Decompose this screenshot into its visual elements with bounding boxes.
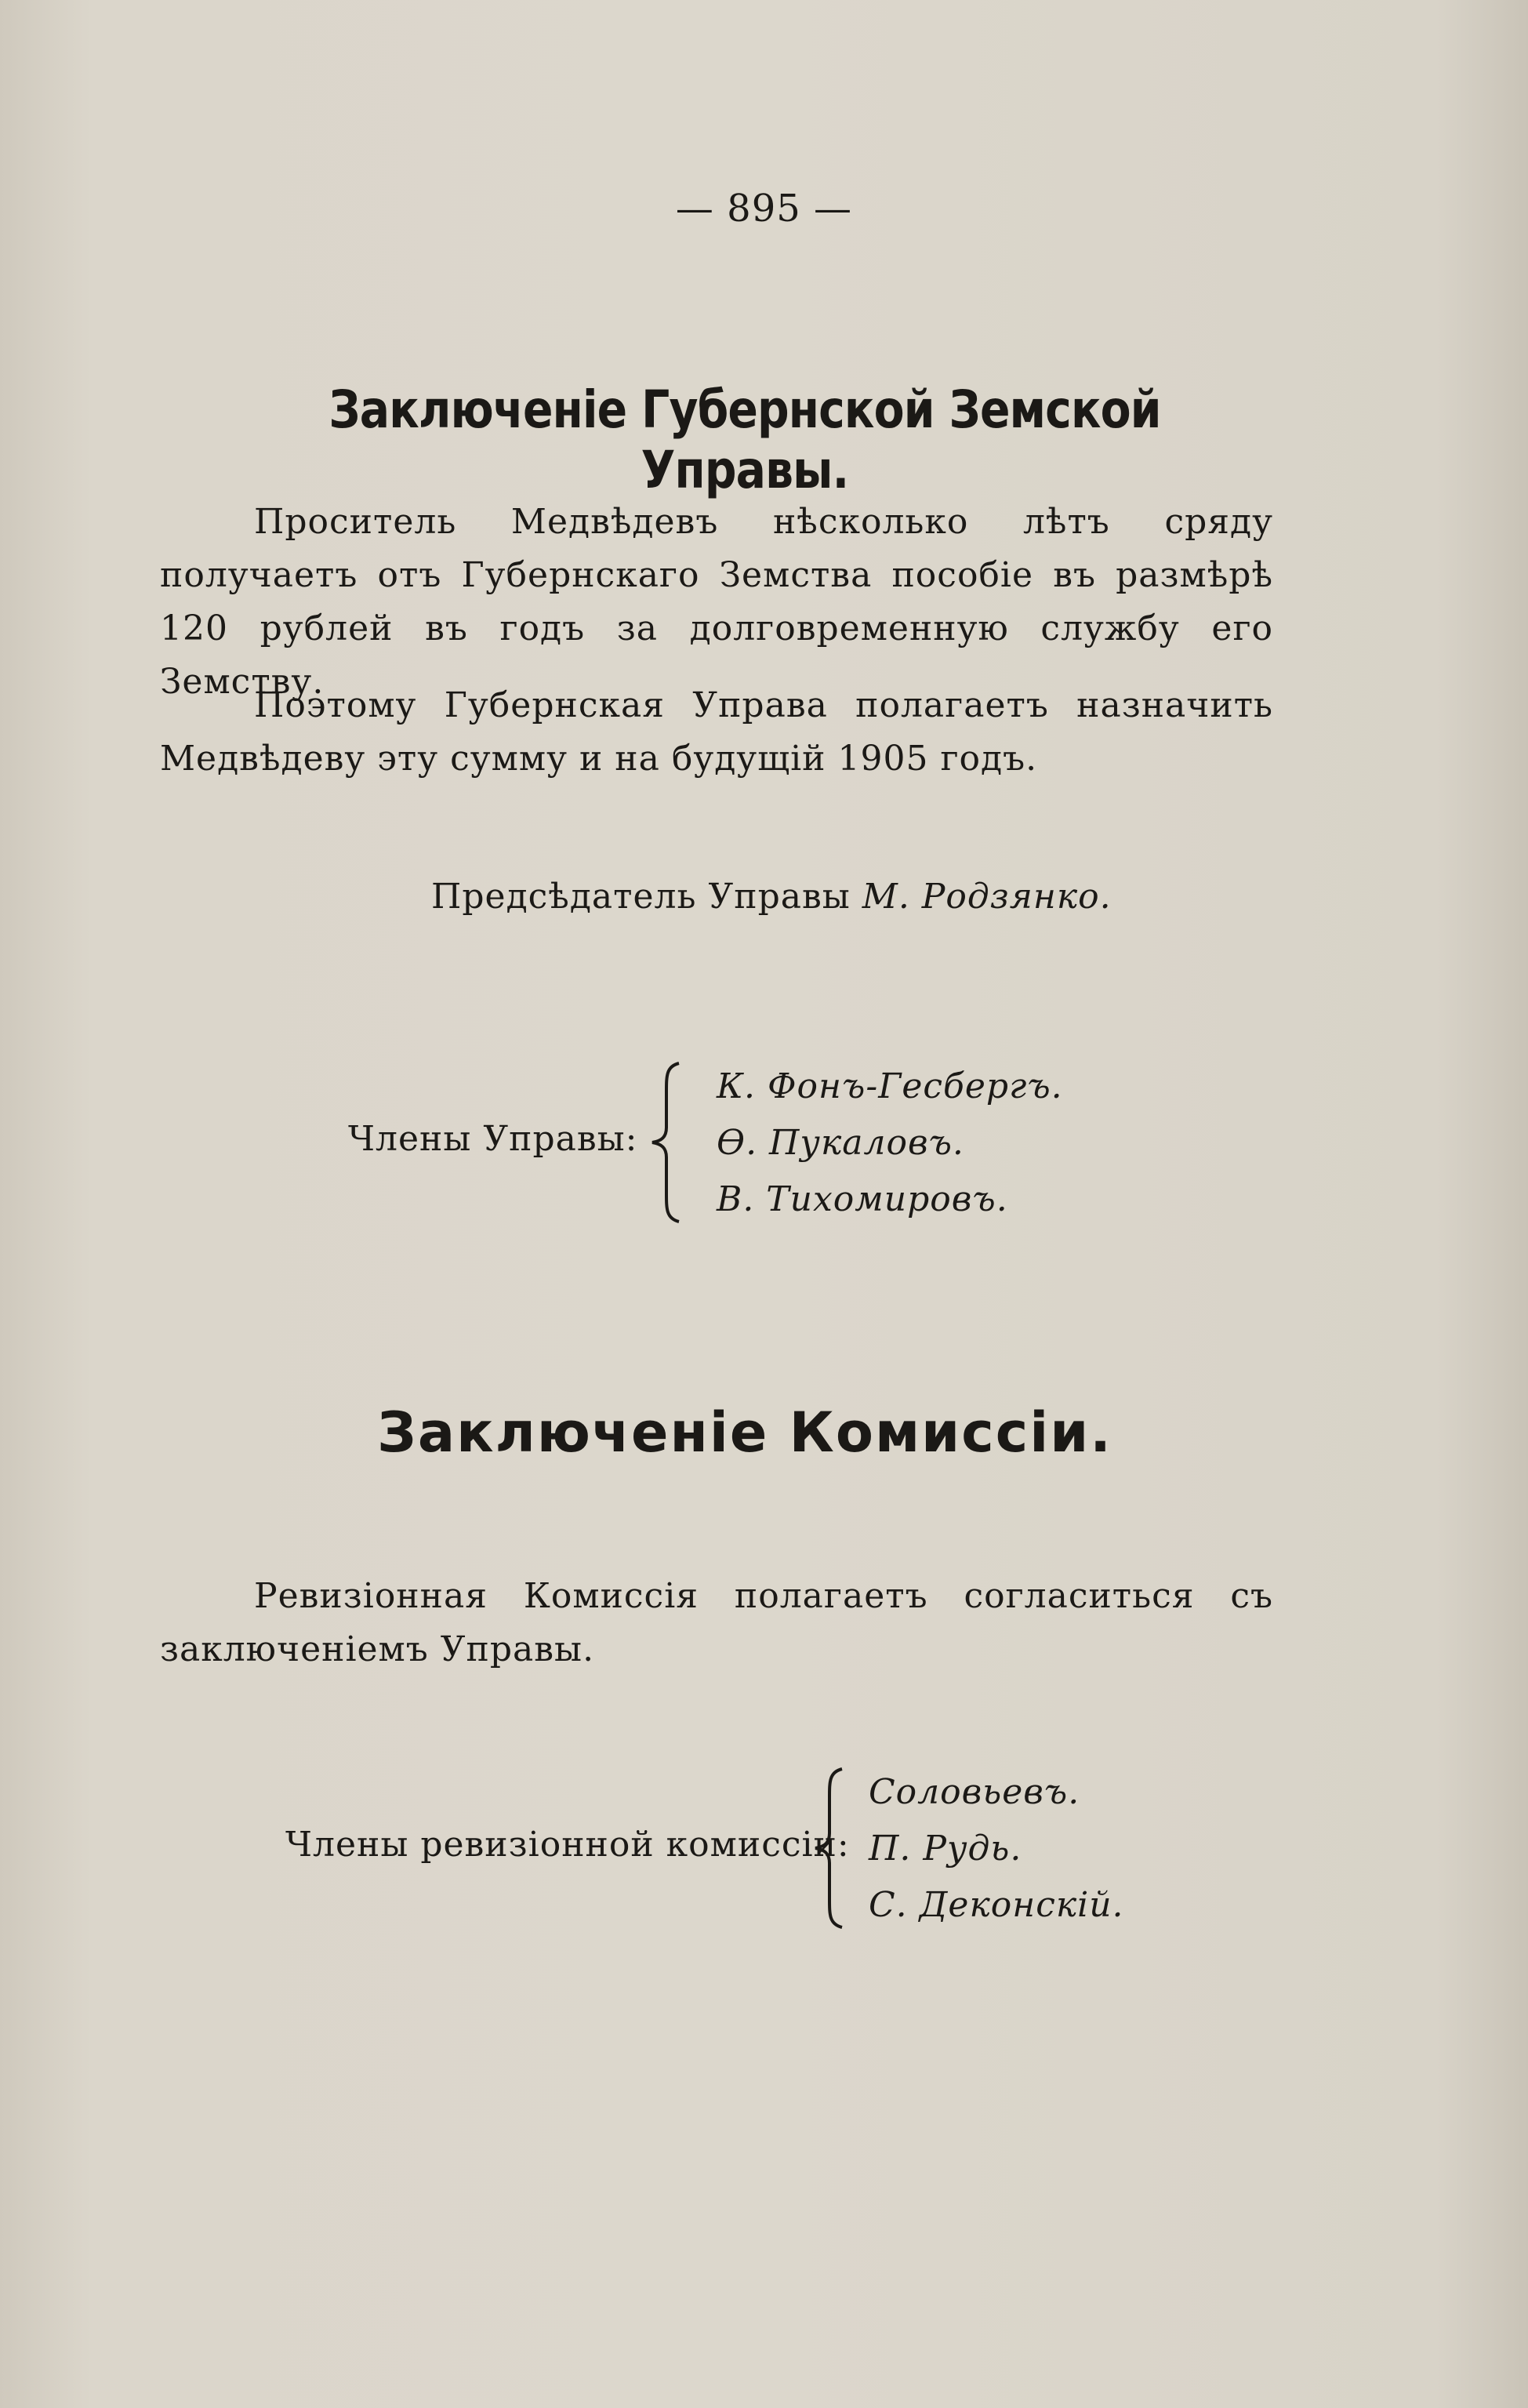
board-member: К. Фонъ-Гесбергъ.	[717, 1066, 1063, 1106]
board-member: В. Тихомировъ.	[717, 1179, 1008, 1219]
revision-members-label: Члены ревизіонной комиссіи:	[285, 1825, 850, 1865]
paragraph-board-decision: Поэтому Губернская Управа полагаетъ назначить Медвѣдеву эту сумму и на будущій 1905 годъ.	[160, 685, 1273, 779]
revision-member: С. Деконскій.	[869, 1885, 1124, 1925]
paragraph-commission-decision: Ревизіонная Комиссія полагаетъ согласиться съ заключеніемъ Управы.	[160, 1576, 1273, 1669]
section-heading-board-conclusion: Заключеніе Губернской Земской Управы.	[328, 380, 1161, 500]
revision-member: П. Рудь.	[869, 1829, 1022, 1869]
section-heading-commission-conclusion: Заключеніе Комиссіи.	[377, 1400, 1112, 1465]
paragraph-petitioner: Проситель Медвѣдевъ нѣсколько лѣтъ сряду получаетъ отъ Губернскаго Земства пособіе въ размѣрѣ 120 рублей въ годъ за долговременную службу его Земству.	[160, 502, 1273, 702]
board-members-list	[717, 1059, 1063, 1228]
board-member: Ѳ. Пукаловъ.	[717, 1123, 964, 1163]
board-members-label: Члены Управы:	[348, 1119, 638, 1159]
chairman-name: М. Родзянко.	[862, 877, 1112, 917]
page-number: — 895 —	[675, 187, 853, 231]
revision-members-brace	[808, 1766, 855, 1930]
board-members-brace	[644, 1060, 691, 1225]
revision-member: Соловьевъ.	[869, 1772, 1080, 1812]
chairman-signature	[431, 877, 1112, 917]
chairman-label: Предсѣдатель Управы	[431, 877, 851, 917]
revision-members-list	[869, 1764, 1124, 1934]
